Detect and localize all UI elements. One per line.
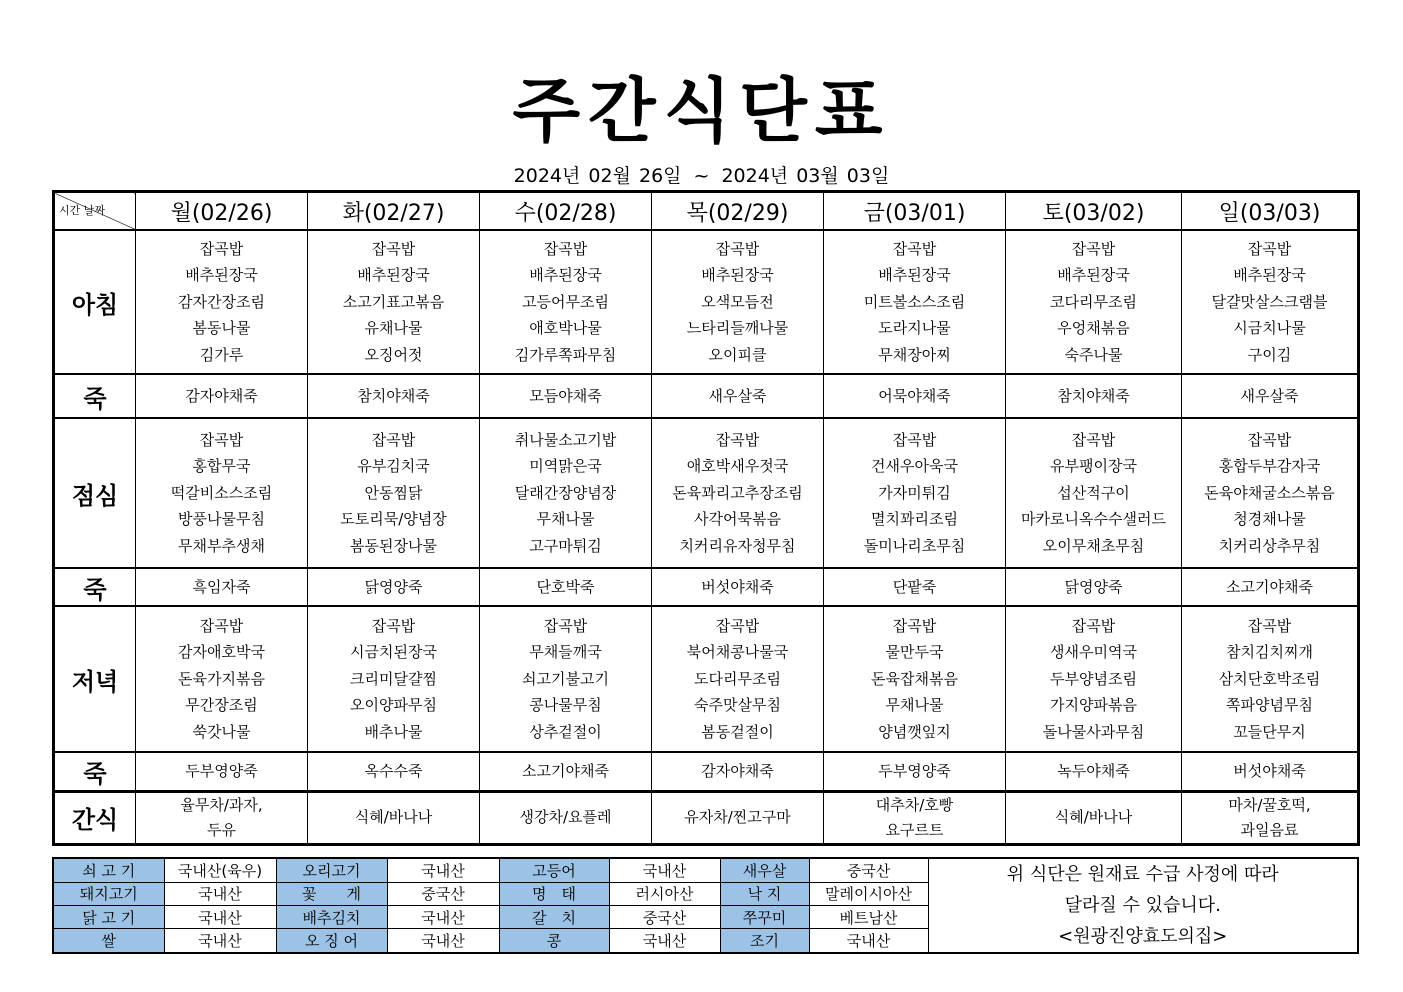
menu-item: 안동찜닭 <box>364 483 423 502</box>
menu-item: 잡곡밥 <box>892 616 937 635</box>
menu-cell <box>308 418 480 568</box>
origin-country: 국내산 <box>609 929 720 953</box>
menu-item: 김가루쪽파무침 <box>514 345 617 364</box>
origin-country: 말레이시아산 <box>809 882 928 905</box>
menu-item: 떡갈비소스조림 <box>170 483 273 502</box>
menu-item: 잡곡밥 <box>1247 239 1292 258</box>
menu-cell <box>652 230 824 374</box>
menu-item: 숙주나물 <box>1064 345 1123 364</box>
day-header: 일(03/03) <box>1182 192 1359 231</box>
menu-cell <box>480 418 652 568</box>
menu-cell: 버섯야채죽 <box>652 568 824 606</box>
menu-cell <box>1006 606 1182 752</box>
menu-item: 대추차/호빵 <box>875 795 954 814</box>
origin-ingredient: 쌀 <box>53 929 164 953</box>
menu-item: 잡곡밥 <box>1247 616 1292 635</box>
menu-item: 쇠고기불고기 <box>522 669 609 688</box>
menu-item: 배추된장국 <box>357 266 430 285</box>
menu-item: 도다리무조림 <box>694 669 781 688</box>
menu-cell <box>652 791 824 844</box>
day-header-row <box>54 192 1359 231</box>
weekly-menu-table <box>52 190 1360 846</box>
menu-item: 숙주맛살무침 <box>694 696 781 715</box>
origin-ingredient: 고등어 <box>499 858 609 882</box>
menu-cell: 감자야채죽 <box>136 374 308 418</box>
menu-item: 잡곡밥 <box>1071 239 1116 258</box>
menu-item: 쪽파양념무침 <box>1226 696 1313 715</box>
notice-line: 달라질 수 있습니다. <box>1064 895 1221 916</box>
menu-item: 우엉채볶음 <box>1057 319 1130 338</box>
menu-item: 가지양파볶음 <box>1050 696 1137 715</box>
menu-item: 크리미달걀찜 <box>350 669 437 688</box>
menu-cell <box>136 230 308 374</box>
menu-item: 무채나물 <box>885 696 944 715</box>
date-separator: ~ <box>693 165 710 187</box>
menu-item: 애호박새우젓국 <box>686 457 789 476</box>
menu-cell <box>1182 418 1359 568</box>
menu-item: 무간장조림 <box>185 696 258 715</box>
menu-item: 멸치꽈리조림 <box>871 510 958 529</box>
origin-country: 국내산 <box>387 929 499 953</box>
menu-item: 감자간장조림 <box>178 292 265 311</box>
menu-cell: 옥수수죽 <box>308 752 480 791</box>
menu-item: 잡곡밥 <box>543 239 588 258</box>
menu-item: 배추된장국 <box>701 266 774 285</box>
menu-item: 구이김 <box>1247 345 1292 364</box>
menu-cell: 소고기야채죽 <box>1182 568 1359 606</box>
menu-item: 잡곡밥 <box>892 239 937 258</box>
menu-cell: 두부영양죽 <box>136 752 308 791</box>
origin-country: 국내산 <box>387 858 499 882</box>
day-header: 수(02/28) <box>480 192 652 231</box>
menu-cell: 닭영양죽 <box>308 568 480 606</box>
menu-item: 잡곡밥 <box>199 616 244 635</box>
menu-item: 홍합두부감자국 <box>1218 457 1321 476</box>
origin-country: 국내산 <box>609 858 720 882</box>
menu-item: 과일음료 <box>1240 820 1299 839</box>
menu-item: 유자차/찐고구마 <box>684 808 791 826</box>
menu-cell <box>652 606 824 752</box>
menu-cell <box>136 791 308 844</box>
menu-item: 배추된장국 <box>1057 266 1130 285</box>
origin-ingredient: 낙 지 <box>720 882 809 905</box>
menu-cell <box>1182 791 1359 844</box>
menu-cell <box>308 230 480 374</box>
menu-item: 마카로니옥수수샐러드 <box>1021 510 1166 529</box>
origin-country: 국내산 <box>164 882 276 905</box>
menu-cell <box>824 418 1006 568</box>
menu-item: 치커리상추무침 <box>1218 536 1321 555</box>
origin-country: 중국산 <box>609 905 720 928</box>
origin-country: 국내산 <box>809 929 928 953</box>
menu-cell: 소고기야채죽 <box>480 752 652 791</box>
menu-item: 잡곡밥 <box>199 430 244 449</box>
origin-country: 국내산 <box>387 905 499 928</box>
meal-label: 아침 <box>54 230 136 374</box>
menu-item: 무채들깨국 <box>529 643 602 662</box>
menu-item: 코다리무조림 <box>1050 292 1137 311</box>
origin-ingredient: 조기 <box>720 929 809 953</box>
menu-cell <box>824 230 1006 374</box>
meal-row-porridge1 <box>54 374 1359 418</box>
corner-label: 시간 날짜 <box>59 204 106 217</box>
origin-ingredient: 닭 고 기 <box>53 905 164 928</box>
menu-cell: 단팥죽 <box>824 568 1006 606</box>
day-header: 토(03/02) <box>1006 192 1182 231</box>
date-range <box>0 163 1403 189</box>
meal-row-dinner <box>54 606 1359 752</box>
menu-item: 섭산적구이 <box>1057 483 1130 502</box>
meal-label: 저녁 <box>54 606 136 752</box>
origin-ingredient: 꽃 게 <box>276 882 387 905</box>
corner-header <box>54 192 136 231</box>
origin-ingredient: 오리고기 <box>276 858 387 882</box>
menu-item: 고구마튀김 <box>529 536 602 555</box>
origin-ingredient: 새우살 <box>720 858 809 882</box>
menu-item: 잡곡밥 <box>1071 616 1116 635</box>
day-header: 목(02/29) <box>652 192 824 231</box>
menu-item: 건새우아욱국 <box>871 457 958 476</box>
day-header: 월(02/26) <box>136 192 308 231</box>
origin-ingredient: 쇠 고 기 <box>53 858 164 882</box>
menu-cell <box>136 606 308 752</box>
menu-cell: 새우살죽 <box>1182 374 1359 418</box>
menu-cell: 새우살죽 <box>652 374 824 418</box>
menu-item: 무채부추생채 <box>178 536 265 555</box>
meal-row-snack <box>54 791 1359 844</box>
menu-item: 홍합무국 <box>192 457 251 476</box>
menu-item: 가자미튀김 <box>878 483 951 502</box>
menu-item: 배추된장국 <box>185 266 258 285</box>
date-start: 2024년 02월 26일 <box>513 165 682 187</box>
menu-cell: 어묵야채죽 <box>824 374 1006 418</box>
day-header: 화(02/27) <box>308 192 480 231</box>
meal-label: 죽 <box>54 568 136 606</box>
meal-label: 죽 <box>54 752 136 791</box>
menu-item: 돈육잡채볶음 <box>871 669 958 688</box>
menu-cell <box>824 606 1006 752</box>
menu-cell <box>652 418 824 568</box>
menu-item: 식혜/바나나 <box>1054 808 1133 826</box>
menu-cell: 단호박죽 <box>480 568 652 606</box>
menu-cell: 감자야채죽 <box>652 752 824 791</box>
menu-item: 시금치나물 <box>1233 319 1306 338</box>
menu-cell: 흑임자죽 <box>136 568 308 606</box>
menu-item: 잡곡밥 <box>715 430 760 449</box>
origin-country: 중국산 <box>809 858 928 882</box>
menu-item: 애호박나물 <box>529 319 602 338</box>
menu-item: 잡곡밥 <box>199 239 244 258</box>
menu-item: 율무차/과자, <box>180 795 263 814</box>
menu-item: 무채장아찌 <box>878 345 951 364</box>
menu-cell <box>136 418 308 568</box>
menu-item: 고등어무조림 <box>522 292 609 311</box>
origin-row <box>53 858 1358 882</box>
origin-country: 국내산 <box>164 905 276 928</box>
menu-item: 잡곡밥 <box>892 430 937 449</box>
menu-item: 오이피클 <box>708 345 767 364</box>
menu-item: 감자애호박국 <box>178 643 265 662</box>
meal-row-porridge2 <box>54 568 1359 606</box>
menu-item: 배추된장국 <box>878 266 951 285</box>
menu-item: 취나물소고기밥 <box>514 430 617 449</box>
menu-item: 생강차/요플레 <box>519 808 612 826</box>
notice-box <box>928 858 1358 953</box>
menu-item: 달래간장양념장 <box>514 483 617 502</box>
menu-item: 오징어젓 <box>364 345 423 364</box>
menu-cell <box>480 230 652 374</box>
menu-item: 잡곡밥 <box>371 239 416 258</box>
menu-item: 삼치단호박조림 <box>1218 669 1321 688</box>
menu-cell <box>308 791 480 844</box>
menu-item: 방풍나물무침 <box>178 510 265 529</box>
menu-item: 식혜/바나나 <box>354 808 433 826</box>
menu-cell: 두부영양죽 <box>824 752 1006 791</box>
menu-item: 물만두국 <box>885 643 944 662</box>
menu-item: 김가루 <box>199 345 244 364</box>
menu-cell: 모듬야채죽 <box>480 374 652 418</box>
menu-item: 배추된장국 <box>529 266 602 285</box>
origin-country: 국내산 <box>164 929 276 953</box>
menu-item: 마차/꿀호떡, <box>1228 795 1311 814</box>
origin-ingredient: 명 태 <box>499 882 609 905</box>
menu-item: 소고기표고볶음 <box>342 292 445 311</box>
menu-cell <box>1006 230 1182 374</box>
day-header: 금(03/01) <box>824 192 1006 231</box>
menu-item: 북어채콩나물국 <box>686 643 789 662</box>
meal-row-breakfast <box>54 230 1359 374</box>
menu-item: 사각어묵볶음 <box>694 510 781 529</box>
menu-item: 배추나물 <box>364 722 423 741</box>
menu-item: 참치김치찌개 <box>1226 643 1313 662</box>
meal-row-porridge3 <box>54 752 1359 791</box>
meal-label: 죽 <box>54 374 136 418</box>
origin-country: 러시아산 <box>609 882 720 905</box>
meal-row-lunch <box>54 418 1359 568</box>
menu-item: 느타리들깨나물 <box>686 319 789 338</box>
menu-item: 시금치된장국 <box>350 643 437 662</box>
menu-cell <box>308 606 480 752</box>
menu-item: 요구르트 <box>885 820 944 839</box>
menu-cell: 녹두야채죽 <box>1006 752 1182 791</box>
menu-item: 오색모듬전 <box>701 292 774 311</box>
menu-item: 생새우미역국 <box>1050 643 1137 662</box>
menu-cell <box>480 606 652 752</box>
meal-label: 간식 <box>54 791 136 844</box>
menu-item: 두부양념조림 <box>1050 669 1137 688</box>
menu-item: 꼬들단무지 <box>1233 722 1306 741</box>
date-end: 2024년 03월 03일 <box>721 165 890 187</box>
menu-item: 잡곡밥 <box>543 616 588 635</box>
menu-item: 도라지나물 <box>878 319 951 338</box>
menu-cell: 참치야채죽 <box>1006 374 1182 418</box>
menu-item: 달걀맛살스크램블 <box>1211 292 1328 311</box>
menu-item: 무채나물 <box>536 510 595 529</box>
menu-cell: 참치야채죽 <box>308 374 480 418</box>
menu-item: 치커리유자청무침 <box>679 536 796 555</box>
menu-item: 돈육야채굴소스볶음 <box>1204 483 1335 502</box>
menu-item: 돌나물사과무침 <box>1042 722 1145 741</box>
origin-country: 베트남산 <box>809 905 928 928</box>
menu-item: 상추겉절이 <box>529 722 602 741</box>
origin-ingredient: 갈 치 <box>499 905 609 928</box>
page-title: 주간식단표 <box>512 70 891 152</box>
menu-item: 잡곡밥 <box>1247 430 1292 449</box>
menu-item: 잡곡밥 <box>371 616 416 635</box>
origin-ingredient: 콩 <box>499 929 609 953</box>
menu-cell <box>480 791 652 844</box>
menu-item: 돌미나리초무침 <box>863 536 966 555</box>
menu-cell <box>1006 418 1182 568</box>
menu-item: 잡곡밥 <box>715 616 760 635</box>
menu-item: 양념깻잎지 <box>878 722 951 741</box>
menu-item: 두유 <box>207 820 236 839</box>
menu-item: 잡곡밥 <box>715 239 760 258</box>
menu-cell <box>824 791 1006 844</box>
menu-item: 봄동된장나물 <box>350 536 437 555</box>
menu-item: 잡곡밥 <box>1071 430 1116 449</box>
menu-cell: 닭영양죽 <box>1006 568 1182 606</box>
menu-item: 미역맑은국 <box>529 457 602 476</box>
meal-label: 점심 <box>54 418 136 568</box>
menu-cell <box>1182 606 1359 752</box>
notice-line: <원광진양효도의집> <box>1058 926 1228 947</box>
origin-ingredient: 쭈꾸미 <box>720 905 809 928</box>
origin-table <box>52 857 1359 954</box>
menu-item: 봄동나물 <box>192 319 251 338</box>
menu-item: 오이무채초무침 <box>1042 536 1145 555</box>
origin-ingredient: 돼지고기 <box>53 882 164 905</box>
menu-item: 도토리묵/양념장 <box>340 510 447 529</box>
menu-item: 유부김치국 <box>357 457 430 476</box>
origin-ingredient: 배추김치 <box>276 905 387 928</box>
menu-cell: 버섯야채죽 <box>1182 752 1359 791</box>
menu-cell <box>1182 230 1359 374</box>
menu-cell <box>1006 791 1182 844</box>
menu-item: 배추된장국 <box>1233 266 1306 285</box>
menu-item: 유채나물 <box>364 319 423 338</box>
menu-item: 콩나물무침 <box>529 696 602 715</box>
menu-item: 미트볼소스조림 <box>863 292 966 311</box>
origin-ingredient: 오 징 어 <box>276 929 387 953</box>
menu-item: 돈육가지볶음 <box>178 669 265 688</box>
origin-country: 중국산 <box>387 882 499 905</box>
menu-item: 유부팽이장국 <box>1050 457 1137 476</box>
menu-item: 청경채나물 <box>1233 510 1306 529</box>
menu-item: 돈육꽈리고추장조림 <box>672 483 803 502</box>
menu-item: 쑥갓나물 <box>192 722 251 741</box>
origin-country: 국내산(육우) <box>164 858 276 882</box>
menu-item: 봄동겉절이 <box>701 722 774 741</box>
notice-line: 위 식단은 원재료 수급 사정에 따라 <box>1006 864 1279 885</box>
menu-item: 오이양파무침 <box>350 696 437 715</box>
menu-item: 잡곡밥 <box>371 430 416 449</box>
